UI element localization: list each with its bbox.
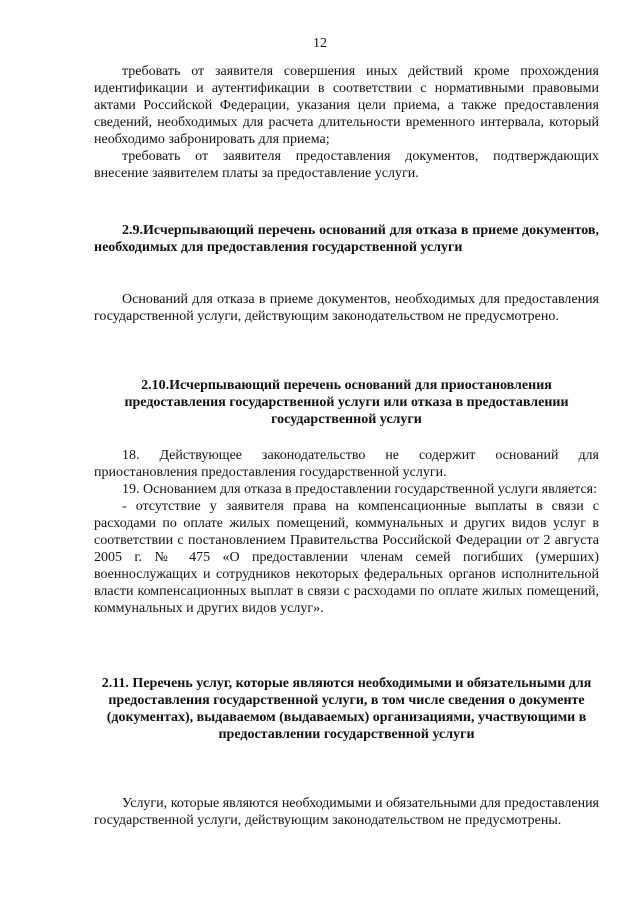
- section-2-11-body: [94, 795, 599, 829]
- page-number: 12: [313, 36, 327, 51]
- paragraph-refusal-ground: - отсутствие у заявителя права на компенсационные выплаты в связи с расходами по оплате жилых помещений, коммунальных и других видов услуг в соответствии с постановлением Правительства Российской Федерации от 2 августа 2005 г. № 475 «О предоставлении членам семей погибших (умерших) военнослужащих и сотрудников некоторых федеральных органов исполнительной власти компенсационных выплат в связи с расходами по оплате жилых помещений, коммунальных и других видов услуг».: [94, 499, 599, 616]
- paragraph-payment-documents: требовать от заявителя предоставления документов, подтверждающих внесение заявителем платы за предоставление услуги.: [94, 149, 599, 181]
- intro-paragraphs: [94, 63, 599, 182]
- section-2-9-text: Оснований для отказа в приеме документов, необходимых для предоставления государственной услуги, действующим законодательством не предусмотрено.: [94, 292, 599, 324]
- section-2-10-heading: 2.10.Исчерпывающий перечень оснований для приостановления предоставления государственной услуги или отказа в предоставлении государственной услуги: [124, 378, 569, 427]
- section-2-11-heading: 2.11. Перечень услуг, которые являются необходимыми и обязательными для предоставления государственной услуги, в том числе сведения о документе (документах), выдаваемом (выдаваемых) организациями, участвующими в предоставлении государственной услуги: [101, 676, 592, 742]
- section-2-10-body: [94, 447, 599, 617]
- section-2-9-heading: 2.9.Исчерпывающий перечень оснований для отказа в приеме документов, необходимых для предоставления государственной услуги: [94, 223, 599, 255]
- section-2-9: [94, 222, 599, 256]
- section-2-11: [94, 675, 599, 743]
- section-2-10: [94, 377, 599, 428]
- section-2-9-body: [94, 291, 599, 325]
- paragraph-19: 19. Основанием для отказа в предоставлении государственной услуги является:: [122, 482, 598, 497]
- paragraph-18: 18. Действующее законодательство не содержит оснований для приостановления предоставления государственной услуги.: [94, 448, 599, 480]
- section-2-11-text: Услуги, которые являются необходимыми и обязательными для предоставления государственной услуги, действующим законодательством не предусмотрены.: [94, 796, 599, 828]
- paragraph-identification: требовать от заявителя совершения иных действий кроме прохождения идентификации и аутентификации в соответствии с нормативными правовыми актами Российской Федерации, указания цели приема, а также предоставления сведений, необходимых для расчета длительности временного интервала, который необходимо забронировать для приема;: [94, 64, 599, 147]
